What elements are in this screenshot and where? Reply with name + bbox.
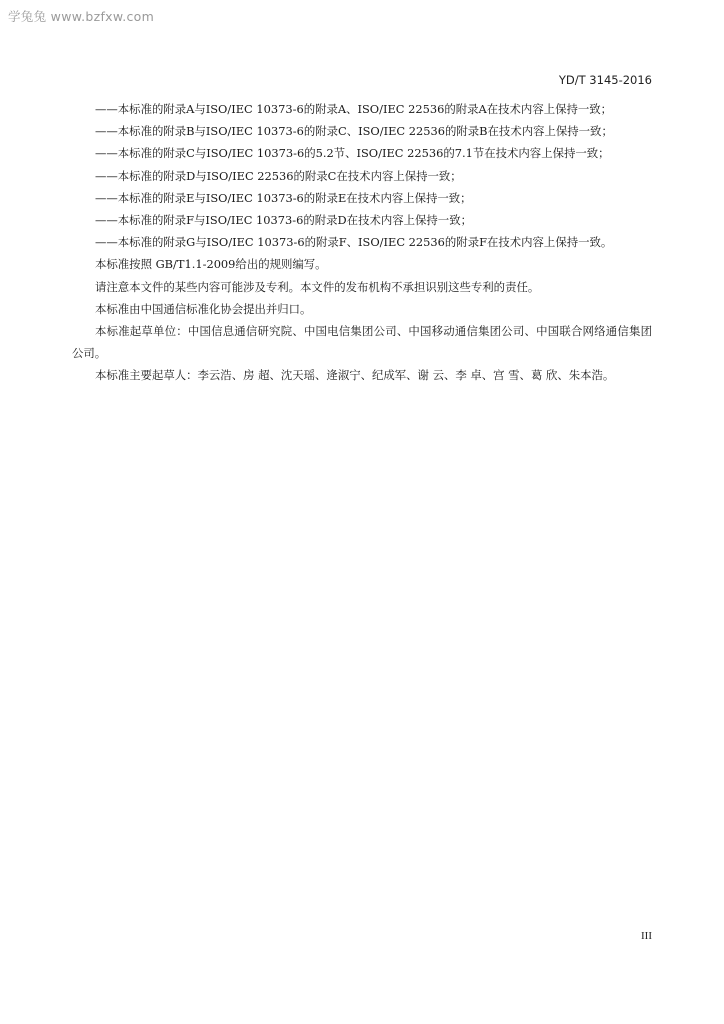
paragraph-proposer: 本标准由中国通信标准化协会提出并归口。 [95, 301, 312, 316]
paragraph-annex-c: ——本标准的附录C与ISO/IEC 10373-6的5.2节、ISO/IEC 22536的7.1节在技术内容上保持一致； [95, 146, 610, 161]
paragraph-annex-b: ——本标准的附录B与ISO/IEC 10373-6的附录C、ISO/IEC 22536的附录B在技术内容上保持一致； [95, 124, 613, 139]
document-code: YD/T 3145-2016 [558, 73, 652, 87]
paragraph-drafting-units: 本标准起草单位：中国信息通信研究院、中国电信集团公司、中国移动通信集团公司、中国联合网络通信集团公司。 [72, 324, 652, 361]
paragraph-annex-g: ——本标准的附录G与ISO/IEC 10373-6的附录F、ISO/IEC 22536的附录F在技术内容上保持一致。 [95, 235, 613, 250]
paragraph-annex-f: ——本标准的附录F与ISO/IEC 10373-6的附录D在技术内容上保持一致； [95, 213, 472, 228]
paragraph-annex-d: ——本标准的附录D与ISO/IEC 22536的附录C在技术内容上保持一致； [95, 168, 462, 183]
paragraph-annex-e: ——本标准的附录E与ISO/IEC 10373-6的附录E在技术内容上保持一致； [95, 190, 472, 205]
document-body [72, 98, 652, 387]
watermark: 学兔兔 www.bzfxw.com [8, 9, 155, 24]
paragraph-annex-a: ——本标准的附录A与ISO/IEC 10373-6的附录A、ISO/IEC 22536的附录A在技术内容上保持一致； [95, 102, 613, 116]
paragraph-drafters: 本标准主要起草人：李云浩、房 超、沈天瑶、逄淑宁、纪成军、谢 云、李 卓、宫 雪、葛 欣、朱本浩。 [95, 368, 615, 383]
paragraph-patent-notice: 请注意本文件的某些内容可能涉及专利。本文件的发布机构不承担识别这些专利的责任。 [95, 279, 540, 294]
paragraph-drafting-rules: 本标准按照 GB/T1.1-2009给出的规则编写。 [95, 257, 327, 272]
page-number: III [641, 930, 652, 942]
